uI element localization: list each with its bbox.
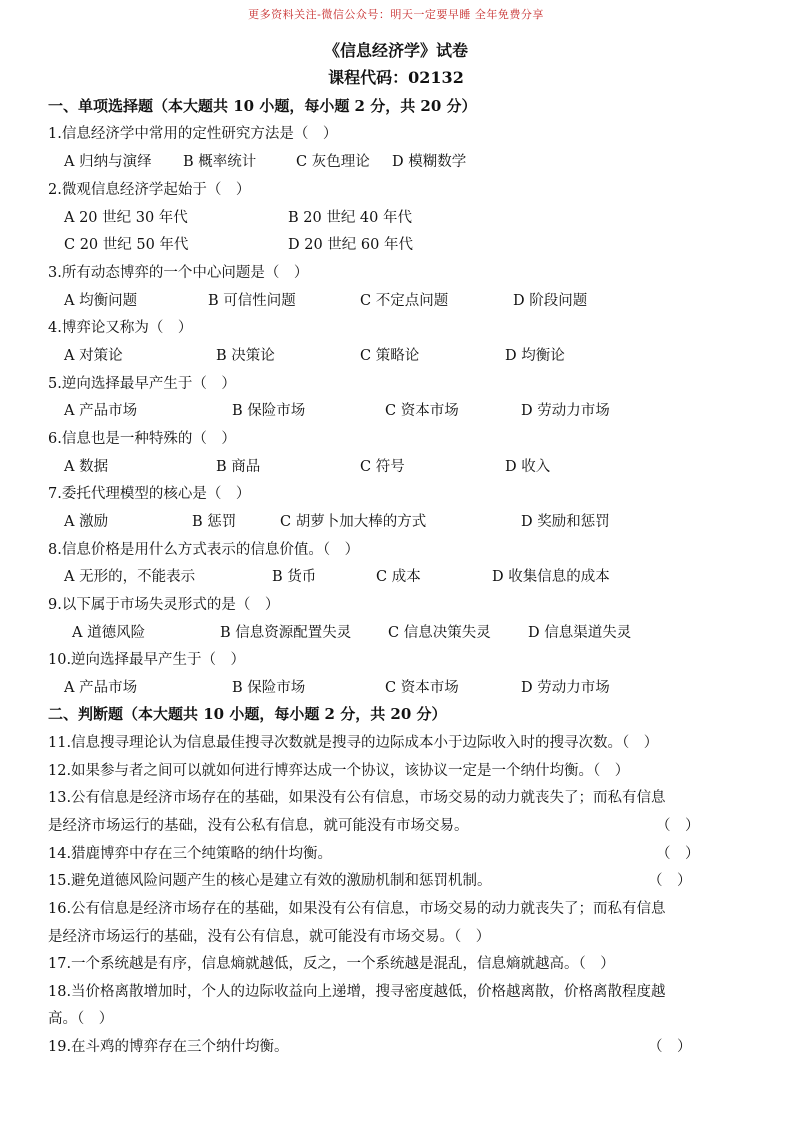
question-4: 4.博弈论又称为（ ） [48,320,193,336]
q6-option-a: A 数据 [64,459,109,475]
question-10: 10.逆向选择最早产生于（ ） [48,652,246,668]
question-7: 7.委托代理模型的核心是（ ） [48,486,251,502]
q8-option-c: C 成本 [376,569,421,585]
course-code: 课程代码：02132 [328,68,464,87]
section-heading-single-choice: 一、单项选择题（本大题共 10 小题，每小题 2 分，共 20 分） [48,97,477,115]
question-18-line-2: 高。（ ） [48,1011,114,1027]
question-6: 6.信息也是一种特殊的（ ） [48,431,236,447]
q1-option-a: A 归纳与演绎 [64,154,152,170]
q5-option-c: C 资本市场 [385,403,459,419]
q2-option-d: D 20 世纪 60 年代 [288,237,413,253]
q13-answer-blank: （ ） [656,818,700,834]
q5-option-a: A 产品市场 [64,403,138,419]
q8-option-d: D 收集信息的成本 [492,569,610,585]
q4-option-b: B 决策论 [216,348,275,364]
q5-option-d: D 劳动力市场 [521,403,610,419]
q6-option-c: C 符号 [360,459,405,475]
q3-option-d: D 阶段问题 [513,293,588,309]
q7-option-b: B 惩罚 [192,514,237,530]
question-19: 19.在斗鸡的博弈存在三个纳什均衡。 [48,1039,289,1055]
question-16-line-2: 是经济市场运行的基础，没有公有信息，就可能没有市场交易。（ ） [48,929,491,945]
promo-banner: 更多资料关注-微信公众号：明天一定要早睡 全年免费分享 [248,8,544,21]
q19-answer-blank: （ ） [648,1039,692,1055]
q2-option-c: C 20 世纪 50 年代 [64,237,189,253]
section-heading-true-false: 二、判断题（本大题共 10 小题，每小题 2 分，共 20 分） [48,705,447,723]
q4-option-c: C 策略论 [360,348,420,364]
q8-option-a: A 无形的，不能表示 [64,569,196,585]
q2-option-b: B 20 世纪 40 年代 [288,210,412,226]
q9-option-c: C 信息决策失灵 [388,625,491,641]
q7-option-d: D 奖励和惩罚 [521,514,610,530]
q4-option-d: D 均衡论 [505,348,565,364]
question-18-line-1: 18.当价格离散增加时，个人的边际收益向上递增，搜寻密度越低，价格越离散，价格离散程度越 [48,984,666,1000]
question-13-line-1: 13.公有信息是经济市场存在的基础，如果没有公有信息，市场交易的动力就丧失了；而私有信息 [48,790,666,806]
question-16-line-1: 16.公有信息是经济市场存在的基础，如果没有公有信息，市场交易的动力就丧失了；而私有信息 [48,901,666,917]
q2-option-a: A 20 世纪 30 年代 [64,210,188,226]
q5-option-b: B 保险市场 [232,403,306,419]
q6-option-d: D 收入 [505,459,551,475]
q1-option-d: D 模糊数学 [392,154,467,170]
q6-option-b: B 商品 [216,459,261,475]
exam-title: 《信息经济学》试卷 [323,41,468,60]
q3-option-a: A 均衡问题 [64,293,138,309]
question-3: 3.所有动态博弈的一个中心问题是（ ） [48,265,309,281]
q3-option-c: C 不定点问题 [360,293,449,309]
q7-option-c: C 胡萝卜加大棒的方式 [280,514,427,530]
question-5: 5.逆向选择最早产生于（ ） [48,376,236,392]
question-11: 11.信息搜寻理论认为信息最佳搜寻次数就是搜寻的边际成本小于边际收入时的搜寻次数。（ ） [48,735,659,751]
question-14: 14.猎鹿博弈中存在三个纯策略的纳什均衡。 [48,846,333,862]
question-13-line-2: 是经济市场运行的基础，没有公私有信息，就可能没有市场交易。 [48,818,469,834]
question-1: 1.信息经济学中常用的定性研究方法是（ ） [48,126,338,142]
q1-option-b: B 概率统计 [183,154,257,170]
question-9: 9.以下属于市场失灵形式的是（ ） [48,597,280,613]
q9-option-a: A 道德风险 [72,625,146,641]
q4-option-a: A 对策论 [64,348,123,364]
q15-answer-blank: （ ） [648,873,692,889]
q1-option-c: C 灰色理论 [296,154,370,170]
q3-option-b: B 可信性问题 [208,293,296,309]
question-15: 15.避免道德风险问题产生的核心是建立有效的激励机制和惩罚机制。 [48,873,492,889]
q14-answer-blank: （ ） [656,846,700,862]
q8-option-b: B 货币 [272,569,317,585]
q7-option-a: A 激励 [64,514,109,530]
question-12: 12.如果参与者之间可以就如何进行博弈达成一个协议，该协议一定是一个纳什均衡。（ ） [48,763,630,779]
question-8: 8.信息价格是用什么方式表示的信息价值。（ ） [48,542,360,558]
question-17: 17.一个系统越是有序，信息熵就越低，反之，一个系统越是混乱，信息熵就越高。（ ） [48,956,615,972]
q9-option-b: B 信息资源配置失灵 [220,625,352,641]
q10-option-a: A 产品市场 [64,680,138,696]
q10-option-b: B 保险市场 [232,680,306,696]
question-2: 2.微观信息经济学起始于（ ） [48,182,251,198]
q10-option-c: C 资本市场 [385,680,459,696]
q9-option-d: D 信息渠道失灵 [528,625,632,641]
q10-option-d: D 劳动力市场 [521,680,610,696]
